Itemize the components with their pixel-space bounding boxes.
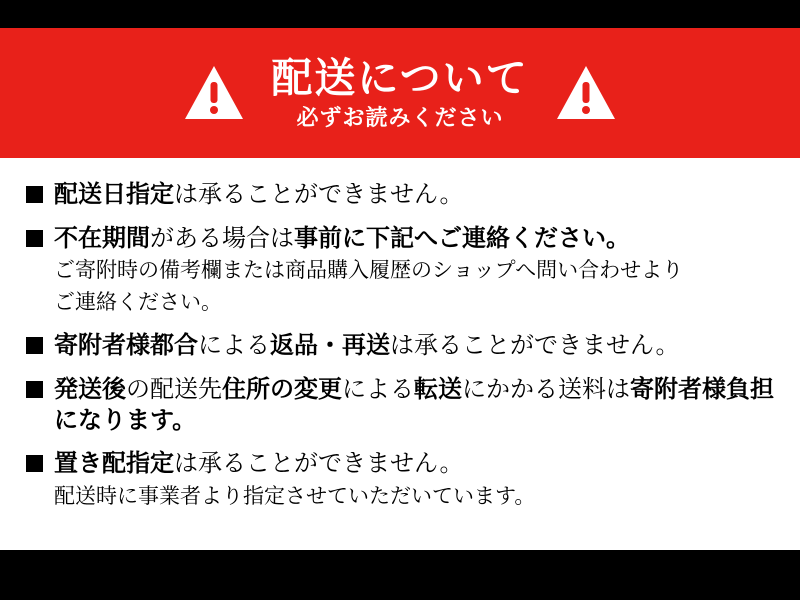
- header-text-block: [271, 54, 529, 130]
- banner-header: [0, 28, 800, 158]
- list-item: [26, 375, 774, 436]
- bottom-black-bar: [0, 550, 800, 600]
- notice-text: は承ることができません。: [174, 181, 464, 208]
- notice-main-line: [54, 224, 774, 255]
- notice-list: [0, 158, 800, 550]
- square-bullet-icon: [26, 455, 43, 472]
- top-black-bar: [0, 0, 800, 28]
- warning-triangle-icon: [183, 64, 245, 122]
- list-item: [26, 449, 774, 512]
- notice-text: による: [198, 332, 270, 360]
- square-bullet-icon: [26, 337, 43, 354]
- square-bullet-icon: [26, 381, 43, 398]
- list-item-body: [54, 180, 774, 211]
- notice-main-line: [54, 449, 774, 480]
- square-bullet-icon: [26, 230, 43, 247]
- list-item-body: [54, 449, 774, 512]
- notice-emphasis: 置き配指定: [54, 450, 174, 478]
- notice-text: は承ることができません。: [390, 332, 680, 360]
- notice-text: による: [342, 375, 414, 403]
- notice-emphasis: 配送日指定: [54, 181, 174, 208]
- notice-sub-line: ご連絡ください。: [54, 291, 222, 315]
- notice-emphasis: 返品・再送: [270, 332, 390, 360]
- notice-text: にかかる送料は: [462, 375, 630, 403]
- notice-sub-line: ご寄附時の備考欄または商品購入履歴のショップへ問い合わせより: [54, 259, 684, 283]
- list-item-body: [54, 331, 774, 362]
- notice-main-line: [54, 375, 774, 436]
- notice-sub-line: 配送時に事業者より指定させていただいています。: [54, 484, 536, 508]
- page-title: 配送について: [271, 54, 529, 101]
- list-item: [26, 331, 774, 362]
- notice-text: の配送先: [126, 375, 222, 403]
- notice-main-line: [54, 180, 774, 211]
- notice-emphasis: 寄附者様都合: [54, 332, 198, 360]
- notice-main-line: [54, 331, 774, 362]
- list-item-body: [54, 224, 774, 318]
- list-item: [26, 224, 774, 318]
- notice-text: は承ることができません。: [174, 450, 464, 478]
- notice-emphasis: 転送: [414, 375, 462, 403]
- notice-text: がある場合は: [150, 224, 294, 252]
- notice-emphasis: 住所の変更: [222, 375, 342, 403]
- list-item: [26, 180, 774, 211]
- square-bullet-icon: [26, 186, 43, 203]
- notice-emphasis: 事前に下記へご連絡ください。: [294, 224, 630, 252]
- notice-emphasis: 発送後: [54, 375, 126, 403]
- notice-emphasis: 不在期間: [54, 224, 150, 252]
- warning-triangle-icon: [555, 64, 617, 122]
- list-item-body: [54, 375, 774, 436]
- page-subtitle: 必ずお読みください: [296, 104, 504, 130]
- notice-emphasis: 寄附者様負担になります。: [54, 375, 774, 434]
